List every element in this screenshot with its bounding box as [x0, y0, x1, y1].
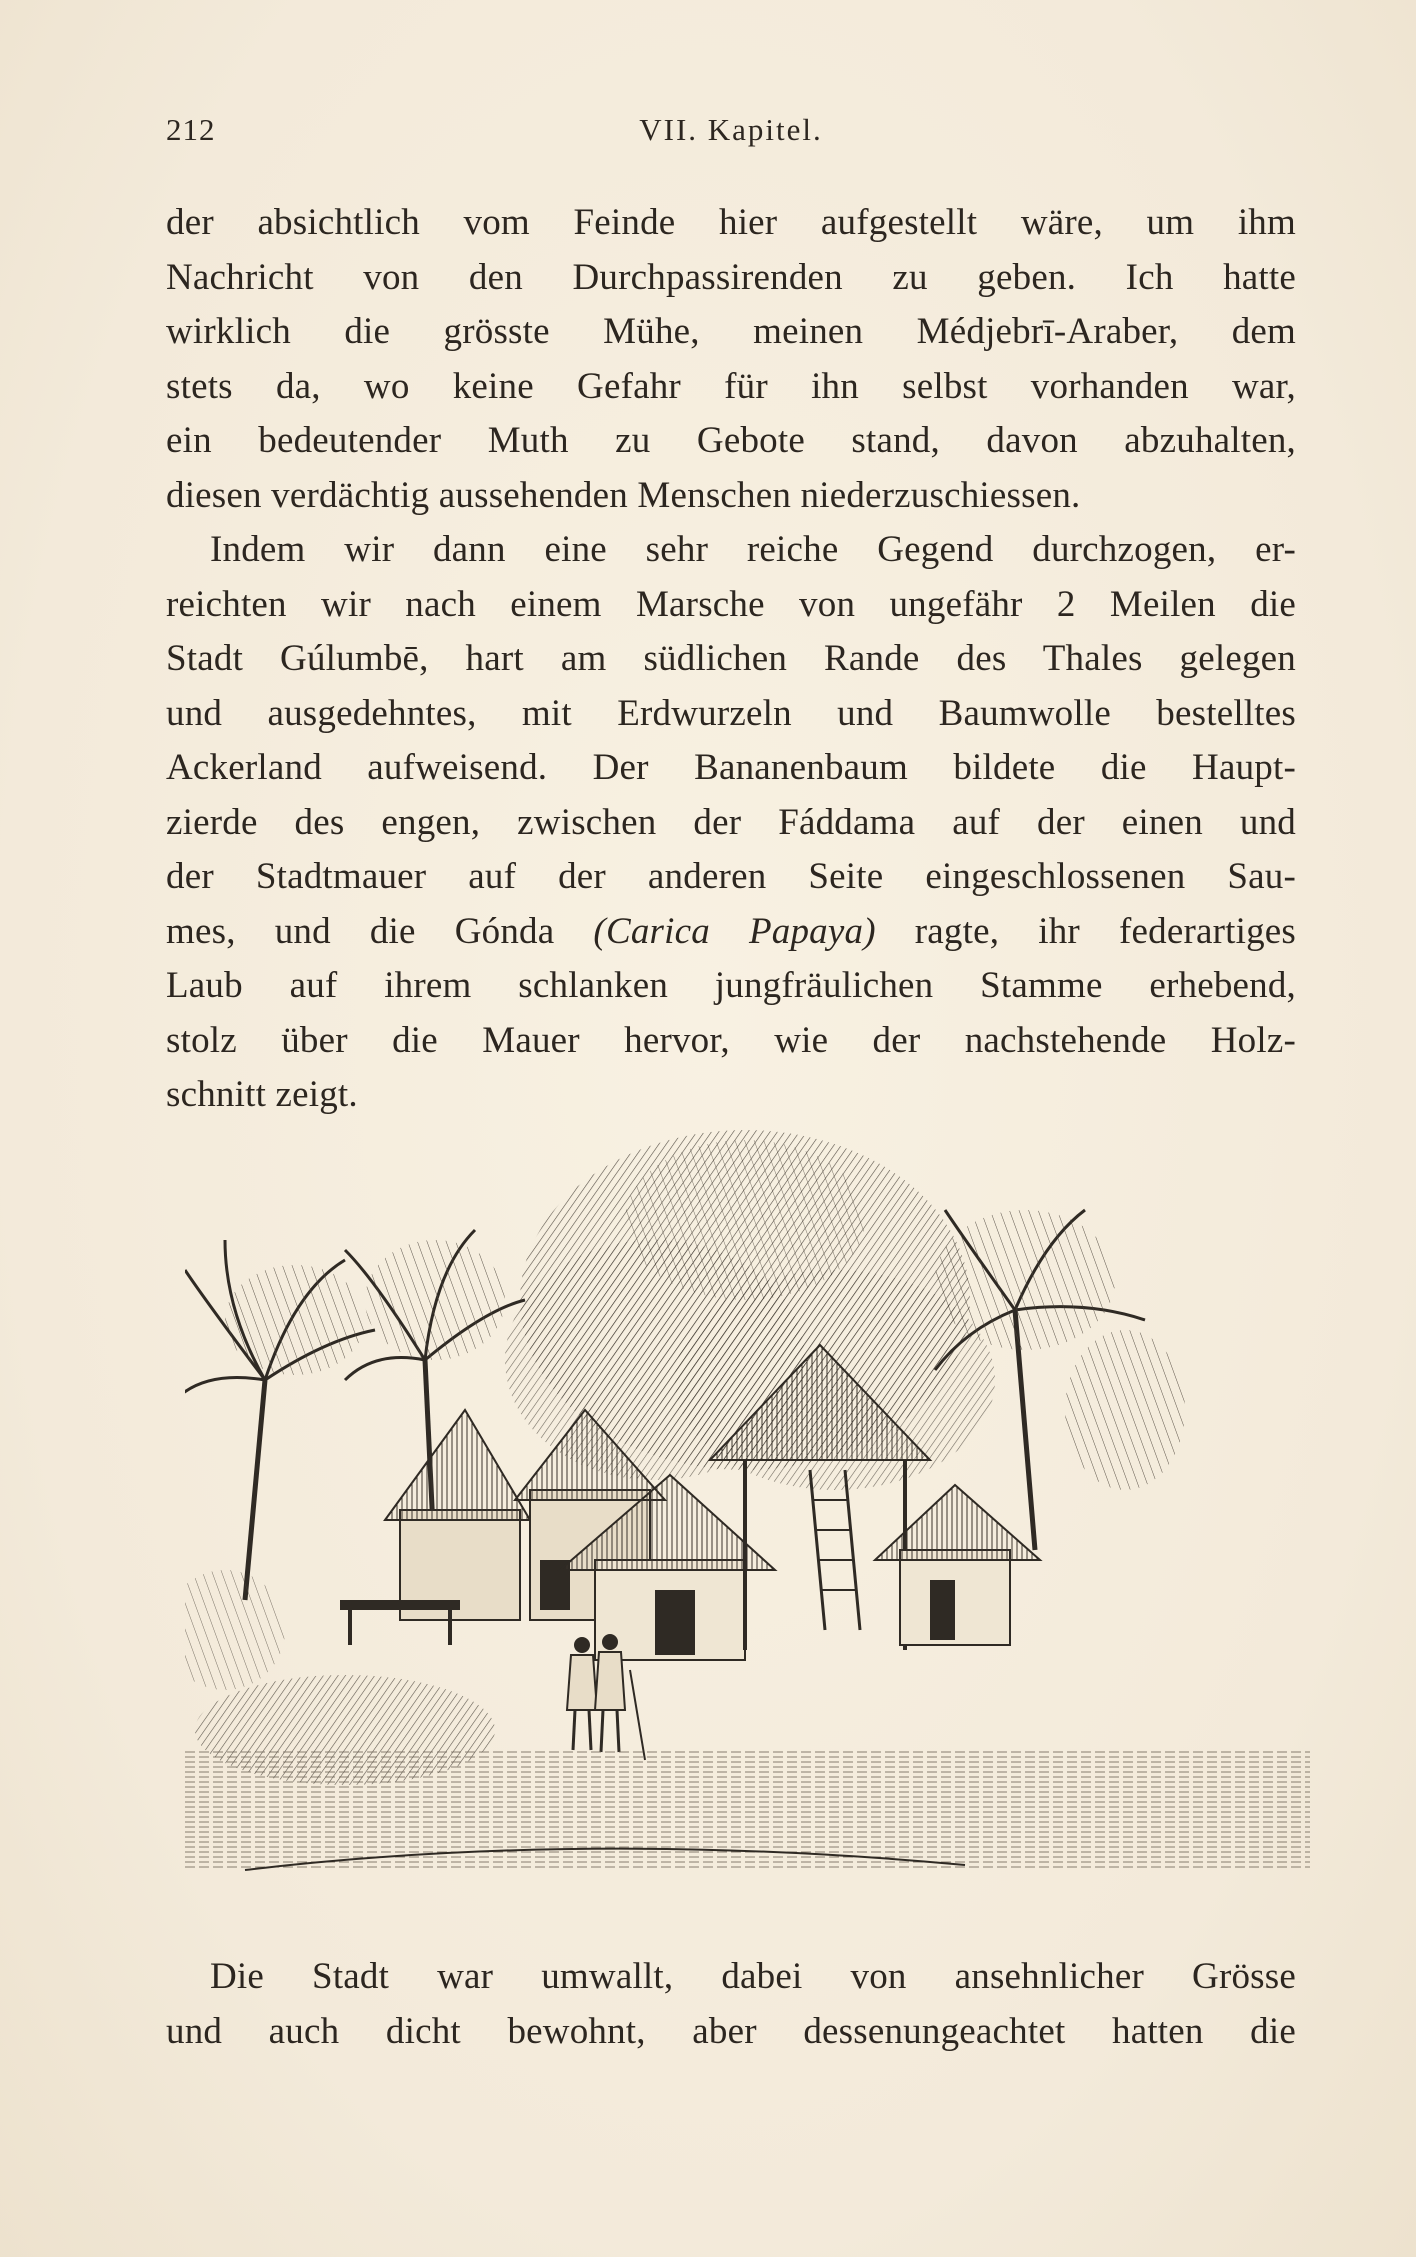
text-line: und ausgedehntes, mit Erdwurzeln und Baumwolle bestelltes: [166, 692, 1296, 734]
woodcut-village-scene: [185, 1130, 1310, 1905]
text-line: Die Stadt war umwallt, dabei von ansehnlicher Grösse: [210, 1956, 1296, 1997]
text-line-with-italic: [166, 905, 1296, 960]
italic-botanical-name: (Carica Papaya): [593, 910, 876, 952]
text-line: und auch dicht bewohnt, aber dessenungeachtet hatten die: [166, 2010, 1296, 2052]
text-line: der Stadtmauer auf der anderen Seite eingeschlossenen Sau-: [166, 856, 1296, 897]
text-line: stets da, wo keine Gefahr für ihn selbst vorhanden war,: [166, 365, 1296, 407]
text-line: stolz über die Mauer hervor, wie der nachstehende Holz-: [166, 1019, 1296, 1061]
text-line: Ackerland aufweisend. Der Bananenbaum bildete die Haupt-: [166, 747, 1296, 788]
text-line: der absichtlich vom Feinde hier aufgestellt wäre, um ihm: [166, 202, 1296, 243]
text-line: Stadt Gúlumbē, hart am südlichen Rande des Thales gelegen: [166, 638, 1296, 679]
woodcut-illustration: [185, 1130, 1310, 1905]
text-line: Nachricht von den Durchpassirenden zu geben. Ich hatte: [166, 256, 1296, 298]
text-line: zierde des engen, zwischen der Fáddama auf der einen und: [166, 801, 1296, 843]
text-line: diesen verdächtig aussehenden Menschen niederzuschiessen.: [166, 474, 1081, 516]
text-line: wirklich die grösste Mühe, meinen Médjebrī-Araber, dem: [166, 311, 1296, 352]
hut-left: [340, 1410, 530, 1645]
text-line: reichten wir nach einem Marsche von ungefähr 2 Meilen die: [166, 583, 1296, 625]
ground-hatching: [185, 1750, 1310, 1870]
running-head: [166, 112, 1296, 156]
text-line: Laub auf ihrem schlanken jungfräulichen Stamme erhebend,: [166, 965, 1296, 1006]
text-segment: ragte, ihr federartiges: [875, 910, 1296, 952]
chapter-title: VII. Kapitel.: [639, 112, 823, 147]
text-line: schnitt zeigt.: [166, 1074, 358, 1115]
text-block-upper: [166, 196, 1296, 1123]
text-block-lower: [166, 1950, 1296, 2059]
text-line: ein bedeutender Muth zu Gebote stand, davon abzuhalten,: [166, 420, 1296, 461]
page-number: 212: [166, 112, 216, 147]
text-segment: mes, und die Gónda: [166, 910, 594, 952]
text-line: Indem wir dann eine sehr reiche Gegend durchzogen, er-: [210, 529, 1296, 570]
hut-right: [875, 1485, 1040, 1645]
